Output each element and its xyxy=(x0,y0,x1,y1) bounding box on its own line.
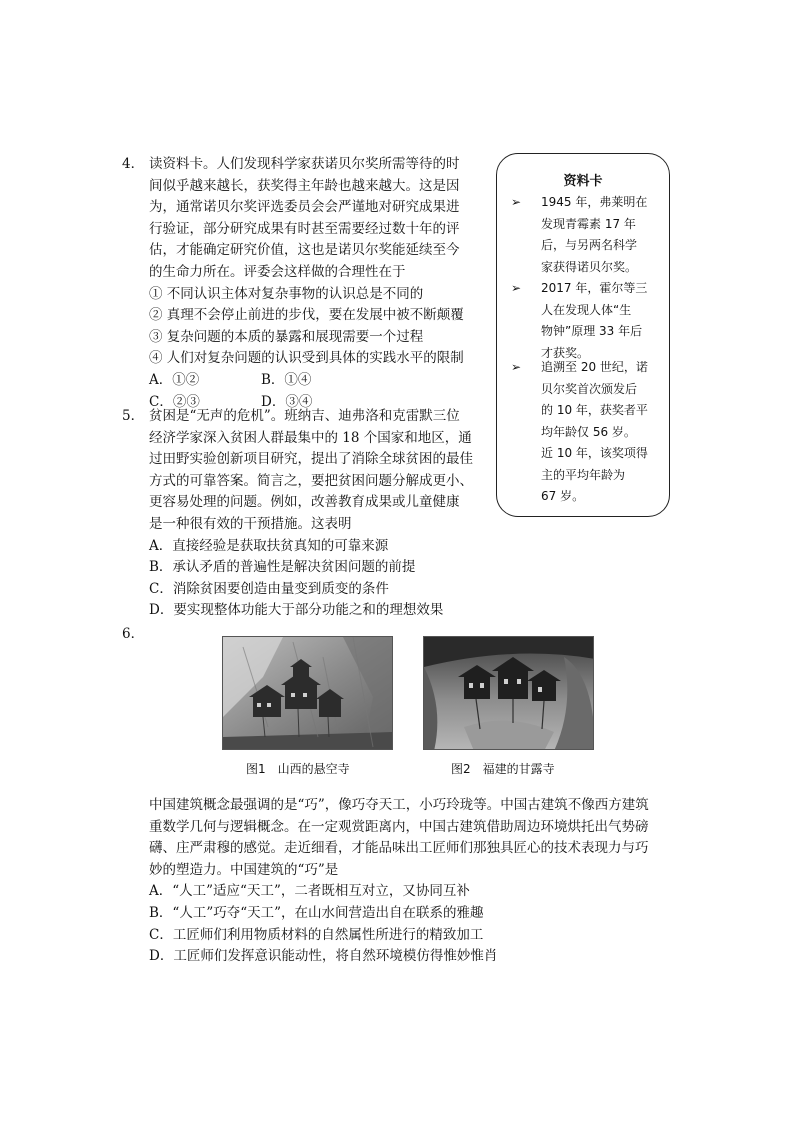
q5-option-d[interactable]: D．要实现整体功能大于部分功能之和的理想效果 xyxy=(149,602,444,619)
data-card xyxy=(496,153,670,517)
q4-statement-1: ① 不同认识主体对复杂事物的认识总是不同的 xyxy=(149,285,424,302)
q6-option-b[interactable]: B．“人工”巧夺“天工”，在山水间营造出自在联系的雅趣 xyxy=(149,904,484,921)
q4-line: 估，才能确定研究价值，这也是诺贝尔奖能延续至今 xyxy=(149,242,460,259)
q5-line: 方式的可靠答案。简言之，要把贫困问题分解成更小、 xyxy=(149,472,473,489)
q4-line: 为，通常诺贝尔奖评选委员会会严谨地对研究成果进 xyxy=(149,199,460,216)
q6-number: 6． xyxy=(122,626,145,642)
q4-stem xyxy=(149,154,464,413)
q5-line: 是一种很有效的干预措施。这表明 xyxy=(149,515,352,532)
q5-stem xyxy=(149,406,473,622)
figure-1-photo xyxy=(222,636,393,750)
q5-line: 经济学家深入贫困人群最集中的 18 个国家和地区，通 xyxy=(149,429,472,446)
arrow-bullet-icon: ➢ xyxy=(511,360,522,374)
q4-line: 读资料卡。人们发现科学家获诺贝尔奖所需等待的时 xyxy=(149,156,460,172)
hanging-temple-image xyxy=(223,637,393,750)
figure-2-photo xyxy=(423,636,594,750)
q4-line: 间似乎越来越长，获奖得主年龄也越来越大。这是因 xyxy=(149,177,460,194)
data-card-item-3: ➢ 追溯至 20 世纪，诺 贝尔奖首次颁发后 的 10 年，获奖者平 均年龄仅 56 岁。 近 10 年，该奖项得 主的平均年龄为 67 岁。 xyxy=(511,357,661,508)
q4-option-b[interactable]: B．①④ xyxy=(261,371,312,388)
q6-option-c[interactable]: C．工匠师们利用物质材料的自然属性所进行的精致加工 xyxy=(149,926,484,943)
q4-option-a[interactable]: A．①② xyxy=(149,371,200,388)
data-card-item-1: ➢ 1945 年，弗莱明在 发现青霉素 17 年 后，与另两名科学 家获得诺贝尔奖。 xyxy=(511,192,661,278)
q4-options-row1 xyxy=(149,370,464,392)
arrow-bullet-icon: ➢ xyxy=(511,195,522,209)
q6-option-d[interactable]: D．工匠师们发挥意识能动性，将自然环境模仿得惟妙惟肖 xyxy=(149,948,498,965)
q6-option-a[interactable]: A．“人工”适应“天工”，二者既相互对立，又协同互补 xyxy=(149,883,470,900)
q4-number: 4． xyxy=(122,156,145,172)
q6-line: 重数学几何与逻辑概念。在一定观赏距离内，中国古建筑借助周边环境烘托出气势磅 xyxy=(149,818,649,835)
q5-line: 更容易处理的问题。例如，改善教育成果或儿童健康 xyxy=(149,494,460,511)
q4-statement-2: ② 真理不会停止前进的步伐，要在发展中被不断颠覆 xyxy=(149,307,464,324)
q5-option-c[interactable]: C．消除贫困要创造由量变到质变的条件 xyxy=(149,580,389,597)
data-card-item-2: ➢ 2017 年，霍尔等三 人在发现人体“生 物钟”原理 33 年后 才获奖。 xyxy=(511,278,661,364)
q5-option-a[interactable]: A．直接经验是获取扶贫真知的可靠来源 xyxy=(149,537,389,554)
q5-line: 贫困是“无声的危机”。班纳吉、迪弗洛和克雷默三位 xyxy=(149,408,460,424)
q5-number: 5． xyxy=(122,408,145,424)
q5-line: 过田野实验创新项目研究，提出了消除全球贫困的最佳 xyxy=(149,451,473,468)
q4-line: 行验证，部分研究成果有时甚至需要经过数十年的评 xyxy=(149,220,460,237)
q4-option-c[interactable]: C．②③ xyxy=(149,393,200,410)
q4-statement-3: ③ 复杂问题的本质的暴露和展现需要一个过程 xyxy=(149,328,424,345)
q6-line: 妙的塑造力。中国建筑的“巧”是 xyxy=(149,861,339,878)
q6-stem xyxy=(149,795,649,968)
figure-1-caption: 图1 山西的悬空寺 xyxy=(246,762,350,776)
q6-line: 礴、庄严肃穆的感觉。走近细看，才能品味出工匠师们那独具匠心的技术表现力与巧 xyxy=(149,840,649,857)
q4-statement-4: ④ 人们对复杂问题的认识受到具体的实践水平的限制 xyxy=(149,350,464,367)
q6-line: 中国建筑概念最强调的是“巧”，像巧夺天工，小巧玲珑等。中国古建筑不像西方建筑 xyxy=(149,797,649,813)
figure-2-caption: 图2 福建的甘露寺 xyxy=(451,762,555,776)
q5-option-b[interactable]: B．承认矛盾的普遍性是解决贫困问题的前提 xyxy=(149,559,416,576)
q4-line: 的生命力所在。评委会这样做的合理性在于 xyxy=(149,263,406,280)
q4-option-d[interactable]: D．③④ xyxy=(261,393,313,410)
arrow-bullet-icon: ➢ xyxy=(511,281,522,295)
data-card-title: 资料卡 xyxy=(563,174,603,189)
ganlu-temple-image xyxy=(424,637,594,750)
